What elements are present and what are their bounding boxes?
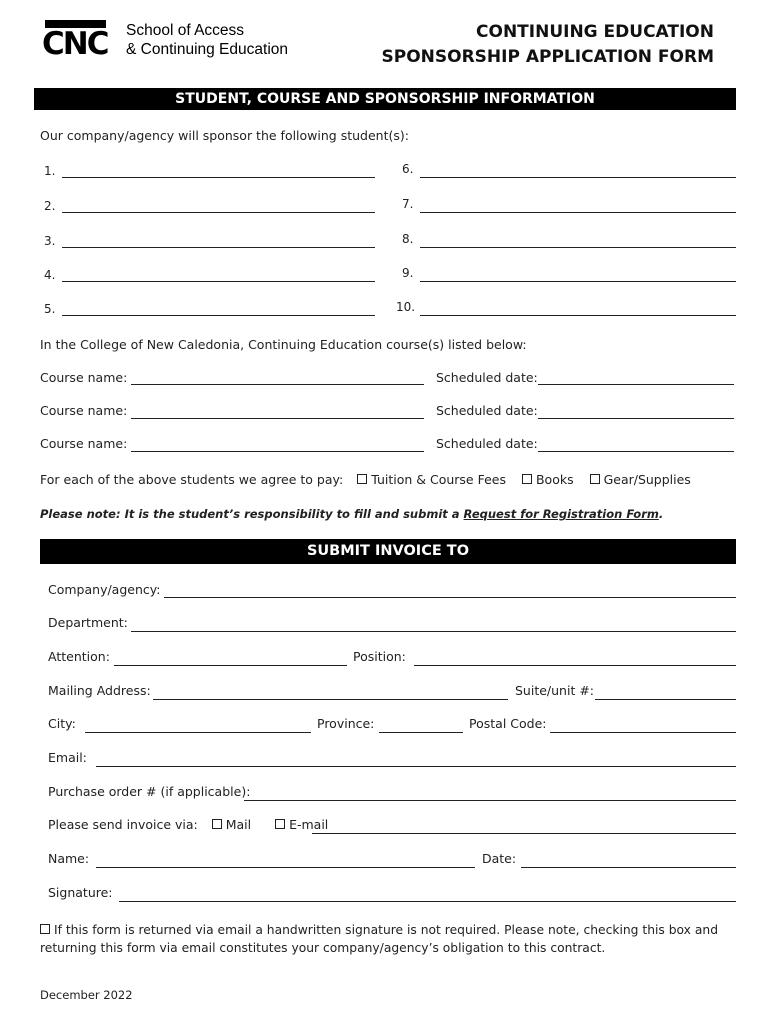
send-via-row [48, 817, 328, 832]
signature-field[interactable] [119, 901, 736, 902]
position-label: Position: [353, 649, 406, 664]
suite-field[interactable] [595, 699, 736, 700]
scheduled-date-field-1[interactable] [538, 384, 734, 385]
tuition-checkbox[interactable] [357, 474, 367, 484]
mailing-address-label: Mailing Address: [48, 683, 151, 698]
student-line-3[interactable] [62, 247, 375, 248]
form-title [382, 20, 714, 70]
student-line-6[interactable] [420, 177, 736, 178]
scheduled-date-label-3: Scheduled date: [436, 436, 538, 451]
sponsor-intro: Our company/agency will sponsor the following student(s): [40, 128, 409, 143]
city-field[interactable] [85, 732, 311, 733]
email-option[interactable] [275, 817, 328, 832]
tuition-label: Tuition & Course Fees [371, 472, 506, 487]
postal-code-label: Postal Code: [469, 716, 547, 731]
attention-label: Attention: [48, 649, 110, 664]
student-line-4[interactable] [62, 281, 375, 282]
city-label: City: [48, 716, 76, 731]
note-suffix: . [658, 507, 664, 521]
email-label: Email: [48, 750, 87, 765]
mail-label: Mail [225, 817, 252, 832]
mail-checkbox[interactable] [212, 819, 222, 829]
student-line-10[interactable] [420, 315, 736, 316]
student-line-1[interactable] [62, 177, 375, 178]
consent-text-2: returning this form via email constitutes your company/agency’s obligation to this contract. [40, 941, 606, 955]
mailing-address-field[interactable] [153, 699, 508, 700]
gear-checkbox[interactable] [590, 474, 600, 484]
email-option-label: E-mail [289, 817, 329, 832]
course-name-label-3: Course name: [40, 436, 128, 451]
scheduled-date-label-2: Scheduled date: [436, 403, 538, 418]
department-field[interactable] [131, 631, 736, 632]
student-line-5[interactable] [62, 315, 375, 316]
student-line-7[interactable] [420, 212, 736, 213]
section-heading-invoice: SUBMIT INVOICE TO [40, 539, 736, 564]
gear-option[interactable] [590, 472, 691, 487]
gear-label: Gear/Supplies [603, 472, 691, 487]
consent-text-1: If this form is returned via email a handwritten signature is not required. Please note, checking this box and [54, 923, 719, 937]
student-line-9[interactable] [420, 281, 736, 282]
school-name-line2: & Continuing Education [126, 41, 289, 58]
books-option[interactable] [522, 472, 574, 487]
note-prefix: Please note: It is the student’s responsibility to fill and submit a [40, 507, 464, 521]
signature-label: Signature: [48, 885, 113, 900]
department-label: Department: [48, 615, 128, 630]
course-intro: In the College of New Caledonia, Continuing Education course(s) listed below: [40, 337, 527, 352]
email-checkbox[interactable] [275, 819, 285, 829]
cnc-logo: CNC [42, 26, 108, 62]
section-heading-student: STUDENT, COURSE AND SPONSORSHIP INFORMATION [34, 88, 736, 110]
position-field[interactable] [414, 665, 736, 666]
student-number-10: 10. [396, 300, 416, 314]
student-number-9: 9. [402, 266, 414, 280]
consent-line-1 [40, 921, 718, 939]
send-via-field[interactable] [312, 833, 736, 834]
pay-row [40, 472, 691, 487]
student-number-6: 6. [402, 162, 414, 176]
student-number-3: 3. [44, 234, 56, 248]
tuition-option[interactable] [357, 472, 506, 487]
scheduled-date-field-2[interactable] [538, 418, 734, 419]
email-consent-checkbox[interactable] [40, 924, 50, 934]
books-label: Books [535, 472, 574, 487]
school-name [126, 21, 288, 59]
form-title-line1: CONTINUING EDUCATION [476, 22, 714, 42]
postal-code-field[interactable] [550, 732, 736, 733]
scheduled-date-field-3[interactable] [538, 451, 734, 452]
province-label: Province: [317, 716, 375, 731]
province-field[interactable] [379, 732, 463, 733]
pay-text: For each of the above students we agree to pay: [40, 472, 344, 487]
name-label: Name: [48, 851, 90, 866]
date-field[interactable] [521, 867, 736, 868]
registration-note [40, 507, 663, 521]
course-name-field-1[interactable] [131, 384, 424, 385]
student-number-7: 7. [402, 197, 414, 211]
email-consent [40, 921, 718, 957]
student-number-4: 4. [44, 268, 56, 282]
scheduled-date-label-1: Scheduled date: [436, 370, 538, 385]
course-name-field-2[interactable] [131, 418, 424, 419]
course-name-label-1: Course name: [40, 370, 128, 385]
date-label: Date: [482, 851, 517, 866]
company-field[interactable] [164, 597, 736, 598]
suite-label: Suite/unit #: [515, 683, 595, 698]
form-date: December 2022 [40, 988, 133, 1002]
registration-form-link[interactable]: Request for Registration Form [463, 507, 659, 521]
student-line-2[interactable] [62, 212, 375, 213]
student-number-8: 8. [402, 232, 414, 246]
email-field[interactable] [96, 766, 736, 767]
books-checkbox[interactable] [522, 474, 532, 484]
send-via-label: Please send invoice via: [48, 817, 198, 832]
student-number-5: 5. [44, 302, 56, 316]
name-field[interactable] [96, 867, 475, 868]
student-number-1: 1. [44, 164, 56, 178]
student-line-8[interactable] [420, 247, 736, 248]
attention-field[interactable] [114, 665, 347, 666]
student-number-2: 2. [44, 199, 56, 213]
school-name-line1: School of Access [126, 22, 245, 39]
course-name-label-2: Course name: [40, 403, 128, 418]
purchase-order-field[interactable] [244, 800, 736, 801]
purchase-order-label: Purchase order # (if applicable): [48, 784, 251, 799]
form-title-line2: SPONSORSHIP APPLICATION FORM [381, 47, 714, 67]
company-label: Company/agency: [48, 582, 161, 597]
mail-option[interactable] [212, 817, 251, 832]
course-name-field-3[interactable] [131, 451, 424, 452]
